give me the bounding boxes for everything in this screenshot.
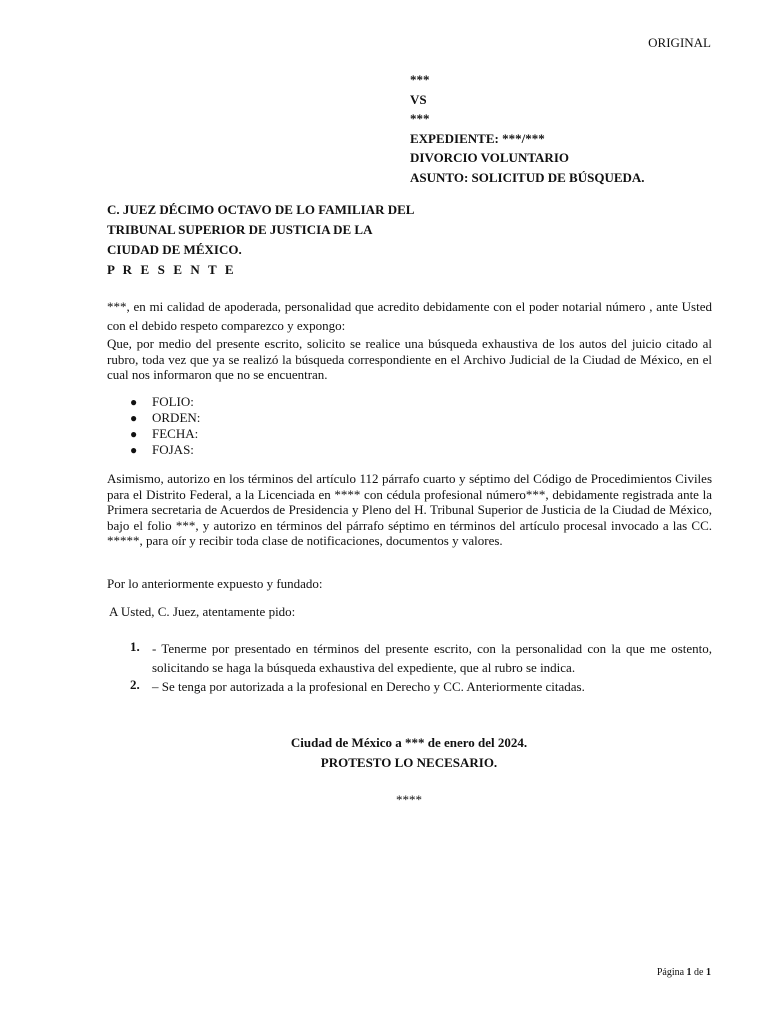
- list-item: ● ORDEN:: [130, 410, 201, 425]
- versus: VS: [410, 91, 427, 107]
- paragraph-authorization: Asimismo, autorizo en los términos del artículo 112 párrafo cuarto y séptimo del Código de Procedimientos Civiles para el Distrito Federal, a la Licenciada en **** con cédula profesional número***, debidamente registrada ante la Primera secretaria de Acuerdos de Presidencia y Pleno del H. Tribunal Superior de Justicia de la Ciudad de México, bajo el folio ***, y autorizo en términos del párrafo séptimo en términos del artículo procesal invocado a las CC. *****, para oír y recibir toda clase de notificaciones, documentos y valores.: [107, 471, 712, 548]
- paragraph-petition-intro: A Usted, C. Juez, atentamente pido:: [109, 604, 296, 619]
- place-date: Ciudad de México a *** de enero del 2024.: [290, 735, 528, 750]
- addressee-line-2: TRIBUNAL SUPERIOR DE JUSTICIA DE LA: [107, 222, 373, 237]
- list-item: 1. - Tenerme por presentado en términos del presente escrito, con la personalidad con la que me ostento, solicitando se haga la búsqueda exhaustiva del expediente, que al rubro se indica.: [130, 639, 712, 675]
- bullet-icon: ●: [130, 395, 138, 409]
- paragraph-request: Que, por medio del presente escrito, solicito se realice una búsqueda exhaustiva de los autos del juicio citado al rubro, toda vez que ya se realizó la búsqueda correspondiente en el Archivo Judicial de la Ciudad de México, en el cual nos informaron que no se encuentran.: [107, 336, 712, 382]
- addressee-line-3: CIUDAD DE MÉXICO.: [107, 242, 242, 257]
- addressee-line-1: C. JUEZ DÉCIMO OCTAVO DE LO FAMILIAR DEL: [107, 202, 415, 217]
- bullet-icon: ●: [130, 411, 138, 425]
- list-item: ● FOJAS:: [130, 442, 194, 457]
- closing-block: [0, 733, 768, 773]
- case-type: DIVORCIO VOLUNTARIO: [410, 150, 569, 165]
- original-label: ORIGINAL: [648, 35, 711, 50]
- asunto: ASUNTO: SOLICITUD DE BÚSQUEDA.: [410, 169, 645, 185]
- page-footer: Página 1 de 1: [656, 967, 711, 978]
- bullet-icon: ●: [130, 427, 138, 441]
- case-header: [410, 70, 645, 187]
- bullet-icon: ●: [130, 443, 138, 457]
- list-item: ● FOLIO:: [130, 394, 194, 409]
- expediente: EXPEDIENTE: ***/***: [410, 130, 545, 146]
- reference-list: [130, 394, 200, 458]
- party-1: ***: [410, 72, 430, 87]
- list-item: ● FECHA:: [130, 426, 199, 441]
- party-2: ***: [410, 111, 430, 126]
- protesto: PROTESTO LO NECESARIO.: [320, 755, 498, 770]
- list-item: 2. – Se tenga por autorizada a la profesional en Derecho y CC. Anteriormente citadas.: [130, 677, 585, 694]
- addressee-block: [107, 200, 414, 280]
- petition-list: [130, 639, 712, 696]
- signature: ****: [396, 792, 422, 807]
- paragraph-intro: ***, en mi calidad de apoderada, personalidad que acredito debidamente con el poder notarial número , ante Usted con el debido respeto comparezco y expongo:: [107, 299, 712, 333]
- presente: P R E S E N T E: [107, 262, 237, 277]
- paragraph-conclusion: Por lo anteriormente expuesto y fundado:: [107, 576, 323, 591]
